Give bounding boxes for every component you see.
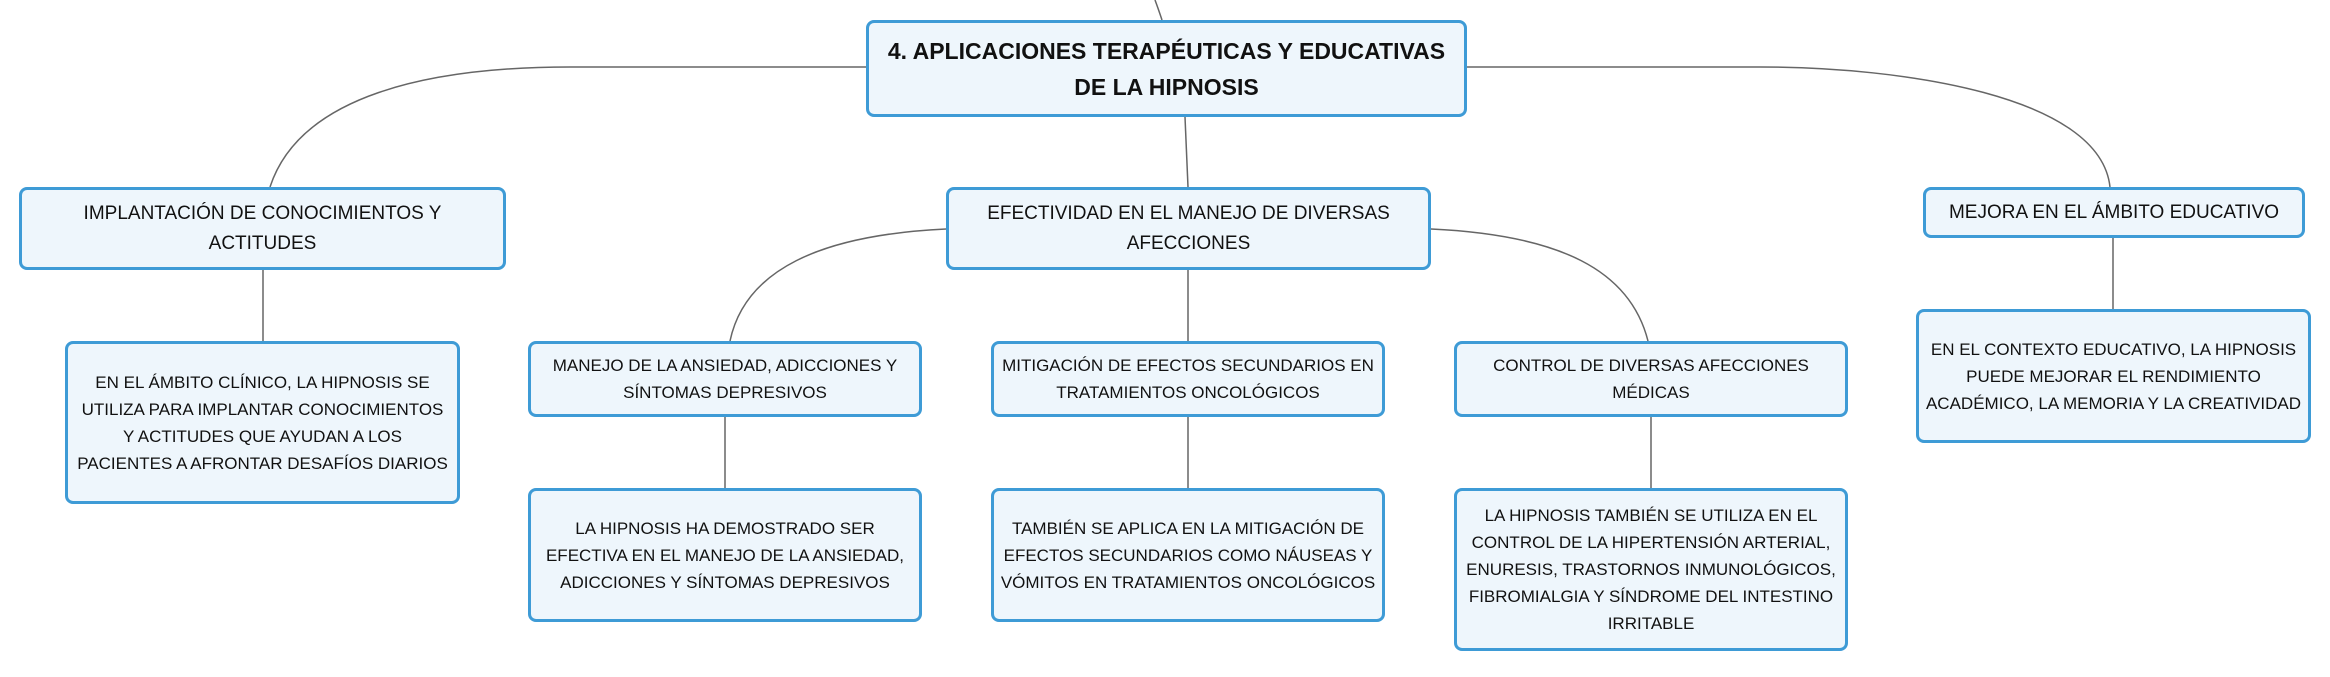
- detail-ansiedad-text: LA HIPNOSIS HA DEMOSTRADO SER EFECTIVA EN EL MANEJO DE LA ANSIEDAD, ADICCIONES Y SÍNTOMAS DEPRESIVOS: [545, 518, 905, 592]
- detail-control-text: LA HIPNOSIS TAMBIÉN SE UTILIZA EN EL CONTROL DE LA HIPERTENSIÓN ARTERIAL, ENURESIS, TRASTORNOS INMUNOLÓGICOS, FIBROMIALGIA Y SÍNDROME DEL INTESTINO IRRITABLE: [1466, 506, 1836, 633]
- connector-root-branch-2: [1185, 117, 1188, 187]
- branch-implantacion[interactable]: [19, 187, 506, 270]
- subtopic-control[interactable]: [1454, 341, 1848, 417]
- subtopic-control-label: CONTROL DE DIVERSAS AFECCIONES MÉDICAS: [1493, 356, 1809, 402]
- detail-control[interactable]: [1454, 488, 1848, 651]
- detail-educativo[interactable]: [1916, 309, 2311, 443]
- connector-branch-2-child-1: [730, 229, 946, 341]
- subtopic-mitigacion[interactable]: [991, 341, 1385, 417]
- root-topic-label: 4. APLICACIONES TERAPÉUTICAS Y EDUCATIVAS DE LA HIPNOSIS: [887, 37, 1446, 100]
- detail-implantacion[interactable]: [65, 341, 460, 504]
- branch-efectividad-label: EFECTIVIDAD EN EL MANEJO DE DIVERSAS AFECCIONES: [987, 202, 1390, 254]
- subtopic-ansiedad[interactable]: [528, 341, 922, 417]
- connector-root-branch-3: [1467, 67, 2110, 187]
- branch-mejora-educativo-label: MEJORA EN EL ÁMBITO EDUCATIVO: [1948, 201, 2280, 223]
- detail-educativo-text: EN EL CONTEXTO EDUCATIVO, LA HIPNOSIS PUEDE MEJORAR EL RENDIMIENTO ACADÉMICO, LA MEMORIA Y LA CREATIVIDAD: [1925, 339, 2302, 413]
- detail-ansiedad[interactable]: [528, 488, 922, 622]
- detail-implantacion-text: EN EL ÁMBITO CLÍNICO, LA HIPNOSIS SE UTILIZA PARA IMPLANTAR CONOCIMIENTOS Y ACTITUDES QUE AYUDAN A LOS PACIENTES A AFRONTAR DESAFÍOS DIARIOS: [77, 372, 448, 473]
- detail-mitigacion[interactable]: [991, 488, 1385, 622]
- subtopic-ansiedad-label: MANEJO DE LA ANSIEDAD, ADICCIONES Y SÍNTOMAS DEPRESIVOS: [552, 356, 898, 402]
- connector-root-top: [1155, 0, 1162, 20]
- connector-root-branch-1: [270, 67, 866, 187]
- connector-branch-2-child-3: [1431, 229, 1648, 341]
- detail-mitigacion-text: TAMBIÉN SE APLICA EN LA MITIGACIÓN DE EFECTOS SECUNDARIOS COMO NÁUSEAS Y VÓMITOS EN TRATAMIENTOS ONCOLÓGICOS: [1000, 518, 1376, 592]
- branch-mejora-educativo[interactable]: [1923, 187, 2305, 238]
- subtopic-mitigacion-label: MITIGACIÓN DE EFECTOS SECUNDARIOS EN TRATAMIENTOS ONCOLÓGICOS: [1002, 356, 1374, 402]
- branch-efectividad[interactable]: [946, 187, 1431, 270]
- root-topic[interactable]: [866, 20, 1467, 117]
- branch-implantacion-label: IMPLANTACIÓN DE CONOCIMIENTOS Y ACTITUDES: [83, 202, 442, 254]
